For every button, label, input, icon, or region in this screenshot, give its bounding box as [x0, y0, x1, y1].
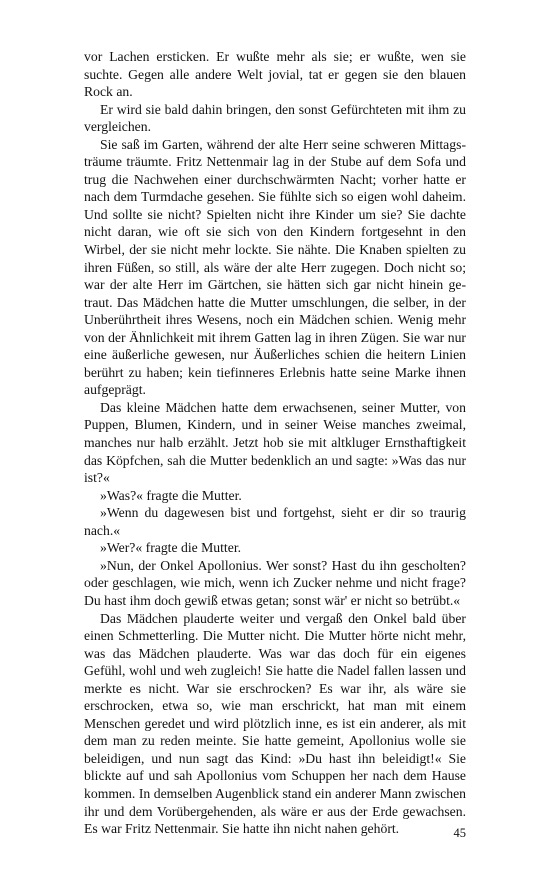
paragraph: Das Mädchen plauderte weiter und vergaß den Onkel bald über einen Schmetterling. Die Mutter nicht. Die Mutter hörte nicht mehr, was das Mädchen plauderte. Was war das doch für ein eigenes Gefühl, wohl und weh zugleich! Sie hatte die Nadel fallen lassen und merkte es nicht. War sie erschrocken? Es war ihr, als wäre sie erschrocken, etwa so, wie man erschrickt, hat man mit einem Menschen geredet und wird plötzlich inne, es ist ein anderer, als mit dem man zu reden meinte. Sie hatte gemeint, Apollonius wolle sie beleidigen, und nun sagt das Kind: »Du hast ihn beleidigt!« Sie blickte auf und sah Apollonius vom Schuppen her nach dem Hause kommen. In demselben Augenblick stand ein anderer Mann zwischen ihr und dem Vorübergehenden, als wäre er aus der Erde gewachsen. Es war Fritz Nettenmair. Sie hatte ihn nicht nahen gehört. [84, 610, 466, 837]
paragraph: vor Lachen ersticken. Er wußte mehr als sie; er wußte, wen sie suchte. Gegen alle andere Welt jovial, tat er gegen sie den blauen Rock an. [84, 49, 466, 100]
paragraph: »Nun, der Onkel Apollonius. Wer sonst? Hast du ihn gescholten? oder geschlagen, wie mich, wenn ich Zucker nehme und nicht frage? Du hast ihm doch gewiß etwas getan; sonst wär' er nicht so betrübt.« [84, 557, 466, 608]
book-page [84, 48, 466, 868]
paragraph: »Wer?« fragte die Mutter. [100, 540, 242, 556]
paragraph: Er wird sie bald dahin bringen, den sonst Gefürchteten mit ihm zu vergleichen. [84, 101, 466, 135]
body-text [84, 48, 466, 838]
paragraph: »Was?« fragte die Mutter. [100, 487, 242, 503]
paragraph: »Wenn du dagewesen bist und fortgehst, sieht er dir so traurig nach.« [84, 505, 466, 538]
page-number: 45 [453, 826, 466, 840]
paragraph: Das kleine Mädchen hatte dem erwachsenen, seiner Mutter, von Puppen, Blumen, Kindern, und in seiner Weise manches zweimal, manches nur halb erzählt. Jetzt hob sie mit altkluger Ernsthaftigkeit das Köpfchen, sah die Mutter bedenklich an und sagte: »Was das nur ist?« [84, 399, 466, 486]
paragraph: Sie saß im Garten, während der alte Herr seine schweren Mittagsträume träumte. Fritz Nettenmair lag in der Stube auf dem Sofa und trug die Nachwehen einer durchschwärmten Nacht; vorher hatte er nach dem Turmdache gesehen. Sie fühlte sich so eigen wohl daheim. Und sollte sie nicht? Spielten nicht ihre Kinder um sie? Sie dachte nicht daran, wie oft sie sich von den Kindern fortgesehnt in den Wirbel, der sie nicht mehr lockte. Sie nähte. Die Knaben spielten zu ihren Füßen, so still, als wäre der alte Herr zugegen. Doch nicht so; war der alte Herr im Gärtchen, sie hätten sich gar nicht hinein getraut. Das Mädchen hatte die Mutter umschlungen, die selber, in der Unberührtheit ihres Wesens, noch ein Mädchen schien. Wenig mehr von der Ähnlichkeit mit ihrem Gatten lag in ihren Zügen. Sie war nur eine äußerliche gewesen, nur Äußerliches schien die heitern Linien berührt zu haben; kein tiefinneres Erlebnis hatte seine Marke ihnen aufgeprägt. [84, 136, 466, 398]
